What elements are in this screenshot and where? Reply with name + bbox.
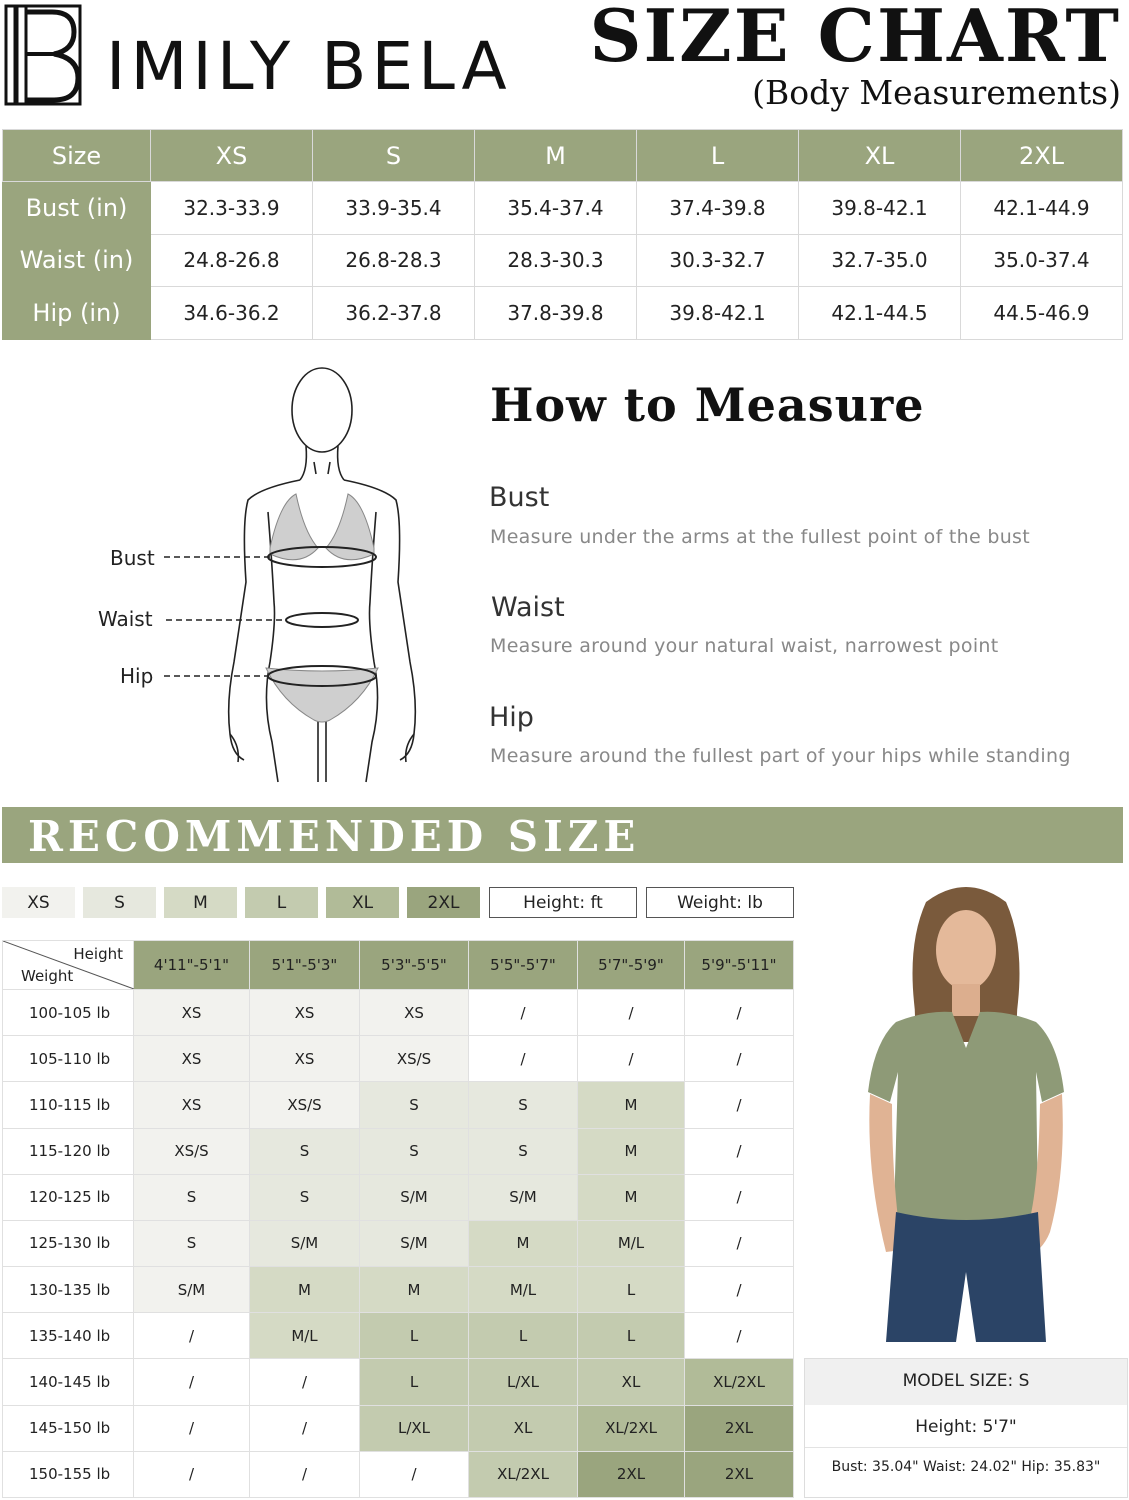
size-cell: XS bbox=[360, 990, 469, 1036]
weight-label: 105-110 lb bbox=[3, 1036, 134, 1082]
bust-row bbox=[3, 182, 1123, 235]
size-cell: M bbox=[578, 1128, 685, 1174]
size-cell: / bbox=[360, 1451, 469, 1497]
how-desc-bust: Measure under the arms at the fullest point of the bust bbox=[490, 526, 1031, 548]
size-cell: S bbox=[250, 1128, 360, 1174]
table-corner-header bbox=[3, 941, 134, 990]
size-cell: XS/S bbox=[134, 1128, 250, 1174]
figure-label-bust: Bust bbox=[110, 546, 155, 570]
size-cell: S bbox=[250, 1174, 360, 1220]
height-header: 5'5"-5'7" bbox=[469, 941, 578, 990]
weight-label: 110-115 lb bbox=[3, 1082, 134, 1128]
size-cell: L/XL bbox=[360, 1405, 469, 1451]
size-header-xl: XL bbox=[799, 130, 961, 182]
table-cell: 37.8-39.8 bbox=[475, 287, 637, 340]
model-shirt bbox=[868, 1012, 1064, 1222]
size-cell: / bbox=[685, 1036, 794, 1082]
height-header: 5'9"-5'11" bbox=[685, 941, 794, 990]
table-cell: 34.6-36.2 bbox=[151, 287, 313, 340]
weight-label: 115-120 lb bbox=[3, 1128, 134, 1174]
table-cell: 42.1-44.5 bbox=[799, 287, 961, 340]
model-height: Height: 5'7" bbox=[915, 1417, 1017, 1437]
corner-weight-label: Weight bbox=[21, 967, 74, 985]
table-cell: 32.7-35.0 bbox=[799, 234, 961, 287]
size-cell: L/XL bbox=[469, 1359, 578, 1405]
model-photo bbox=[846, 872, 1086, 1342]
legend-weight-unit: Weight: lb bbox=[646, 887, 794, 918]
row-label: Hip (in) bbox=[3, 287, 151, 340]
size-cell: M bbox=[578, 1174, 685, 1220]
size-cell: 2XL bbox=[685, 1451, 794, 1497]
row-label: Waist (in) bbox=[3, 234, 151, 287]
size-cell: / bbox=[469, 1036, 578, 1082]
table-row bbox=[3, 990, 794, 1036]
table-cell: 35.0-37.4 bbox=[961, 234, 1123, 287]
size-cell: XS bbox=[250, 990, 360, 1036]
size-cell: XS/S bbox=[360, 1036, 469, 1082]
how-desc-hip: Measure around the fullest part of your hips while standing bbox=[490, 745, 1071, 767]
size-cell: XS bbox=[134, 990, 250, 1036]
table-row bbox=[3, 1405, 794, 1451]
model-size: MODEL SIZE: S bbox=[902, 1371, 1030, 1391]
weight-label: 135-140 lb bbox=[3, 1313, 134, 1359]
table-cell: 39.8-42.1 bbox=[637, 287, 799, 340]
table-row bbox=[3, 1313, 794, 1359]
size-cell: S/M bbox=[469, 1174, 578, 1220]
size-cell: M/L bbox=[578, 1220, 685, 1266]
size-cell: XL bbox=[469, 1405, 578, 1451]
hip-row bbox=[3, 287, 1123, 340]
weight-label: 100-105 lb bbox=[3, 990, 134, 1036]
size-cell: 2XL bbox=[578, 1451, 685, 1497]
how-heading-bust: Bust bbox=[489, 482, 550, 513]
table-row bbox=[3, 1082, 794, 1128]
size-cell: L bbox=[578, 1267, 685, 1313]
size-cell: S bbox=[469, 1082, 578, 1128]
size-cell: L bbox=[578, 1313, 685, 1359]
legend-s: S bbox=[83, 887, 156, 918]
weight-label: 125-130 lb bbox=[3, 1220, 134, 1266]
legend-xl: XL bbox=[326, 887, 399, 918]
table-cell: 36.2-37.8 bbox=[313, 287, 475, 340]
size-cell: S bbox=[360, 1128, 469, 1174]
table-cell: 28.3-30.3 bbox=[475, 234, 637, 287]
size-cell: S bbox=[134, 1220, 250, 1266]
size-cell: / bbox=[685, 1128, 794, 1174]
size-cell: 2XL bbox=[685, 1405, 794, 1451]
figure-label-waist: Waist bbox=[98, 607, 153, 631]
waist-row bbox=[3, 234, 1123, 287]
size-cell: / bbox=[685, 1174, 794, 1220]
size-cell: / bbox=[250, 1451, 360, 1497]
size-cell: XS bbox=[134, 1082, 250, 1128]
height-header: 4'11"-5'1" bbox=[134, 941, 250, 990]
table-cell: 35.4-37.4 bbox=[475, 182, 637, 235]
size-cell: / bbox=[685, 990, 794, 1036]
table-cell: 30.3-32.7 bbox=[637, 234, 799, 287]
size-cell: XL bbox=[578, 1359, 685, 1405]
size-cell: / bbox=[578, 1036, 685, 1082]
how-heading-waist: Waist bbox=[491, 592, 565, 623]
weight-label: 130-135 lb bbox=[3, 1267, 134, 1313]
how-to-measure-title: How to Measure bbox=[490, 378, 925, 432]
recommended-size-table bbox=[2, 940, 794, 1498]
height-header: 5'3"-5'5" bbox=[360, 941, 469, 990]
table-cell: 26.8-28.3 bbox=[313, 234, 475, 287]
table-row bbox=[3, 1451, 794, 1497]
table-cell: 33.9-35.4 bbox=[313, 182, 475, 235]
table-cell: 44.5-46.9 bbox=[961, 287, 1123, 340]
size-cell: L bbox=[360, 1359, 469, 1405]
recommended-size-title: RECOMMENDED SIZE bbox=[28, 812, 641, 861]
size-cell: S/M bbox=[250, 1220, 360, 1266]
body-measurement-table bbox=[2, 129, 1123, 340]
size-cell: M bbox=[250, 1267, 360, 1313]
table-cell: 32.3-33.9 bbox=[151, 182, 313, 235]
size-cell: / bbox=[134, 1451, 250, 1497]
size-cell: S/M bbox=[360, 1174, 469, 1220]
weight-label: 145-150 lb bbox=[3, 1405, 134, 1451]
size-header-l: L bbox=[637, 130, 799, 182]
size-cell: S bbox=[134, 1174, 250, 1220]
size-cell: M bbox=[360, 1267, 469, 1313]
size-cell: M bbox=[578, 1082, 685, 1128]
size-cell: / bbox=[578, 990, 685, 1036]
page-title: SIZE CHART bbox=[589, 0, 1121, 78]
size-cell: / bbox=[685, 1082, 794, 1128]
size-cell: / bbox=[469, 990, 578, 1036]
height-header: 5'1"-5'3" bbox=[250, 941, 360, 990]
row-label: Bust (in) bbox=[3, 182, 151, 235]
size-cell: / bbox=[134, 1313, 250, 1359]
size-cell: / bbox=[685, 1267, 794, 1313]
table-cell: 24.8-26.8 bbox=[151, 234, 313, 287]
size-cell: / bbox=[134, 1359, 250, 1405]
how-desc-waist: Measure around your natural waist, narrowest point bbox=[490, 635, 999, 657]
size-cell: XS bbox=[250, 1036, 360, 1082]
legend-height-unit: Height: ft bbox=[489, 887, 637, 918]
model-info-card bbox=[804, 1358, 1128, 1498]
size-cell: XS bbox=[134, 1036, 250, 1082]
size-cell: S/M bbox=[360, 1220, 469, 1266]
figure-label-hip: Hip bbox=[120, 664, 154, 688]
table-row bbox=[3, 1128, 794, 1174]
legend-l: L bbox=[245, 887, 318, 918]
size-cell: XL/2XL bbox=[685, 1359, 794, 1405]
weight-label: 150-155 lb bbox=[3, 1451, 134, 1497]
how-heading-hip: Hip bbox=[489, 702, 534, 733]
height-header-row bbox=[3, 941, 794, 990]
size-cell: / bbox=[685, 1220, 794, 1266]
size-cell: S bbox=[469, 1128, 578, 1174]
size-header-2xl: 2XL bbox=[961, 130, 1123, 182]
size-cell: XL/2XL bbox=[578, 1405, 685, 1451]
brand-logo-mark bbox=[4, 4, 82, 106]
page-subtitle: (Body Measurements) bbox=[752, 73, 1121, 112]
size-cell: S/M bbox=[134, 1267, 250, 1313]
body-measurement-figure bbox=[100, 362, 430, 792]
table-row bbox=[3, 1036, 794, 1082]
size-header-label: Size bbox=[3, 130, 151, 182]
size-header-s: S bbox=[313, 130, 475, 182]
table-cell: 37.4-39.8 bbox=[637, 182, 799, 235]
legend-xs: XS bbox=[2, 887, 75, 918]
size-cell: M/L bbox=[250, 1313, 360, 1359]
size-cell: / bbox=[685, 1313, 794, 1359]
legend-m: M bbox=[164, 887, 237, 918]
size-cell: L bbox=[360, 1313, 469, 1359]
model-measurements: Bust: 35.04" Waist: 24.02" Hip: 35.83" bbox=[831, 1459, 1101, 1475]
size-header-row bbox=[3, 130, 1123, 182]
size-header-m: M bbox=[475, 130, 637, 182]
size-header-xs: XS bbox=[151, 130, 313, 182]
table-row bbox=[3, 1174, 794, 1220]
size-cell: XL/2XL bbox=[469, 1451, 578, 1497]
size-cell: M/L bbox=[469, 1267, 578, 1313]
size-cell: / bbox=[250, 1405, 360, 1451]
size-cell: XS/S bbox=[250, 1082, 360, 1128]
brand-name: IMILY BELA bbox=[106, 28, 512, 105]
size-cell: L bbox=[469, 1313, 578, 1359]
table-cell: 42.1-44.9 bbox=[961, 182, 1123, 235]
height-header: 5'7"-5'9" bbox=[578, 941, 685, 990]
corner-height-label: Height bbox=[73, 945, 123, 963]
weight-label: 120-125 lb bbox=[3, 1174, 134, 1220]
legend-2xl: 2XL bbox=[407, 887, 480, 918]
table-row bbox=[3, 1267, 794, 1313]
size-cell: S bbox=[360, 1082, 469, 1128]
size-cell: / bbox=[134, 1405, 250, 1451]
weight-label: 140-145 lb bbox=[3, 1359, 134, 1405]
size-cell: / bbox=[250, 1359, 360, 1405]
model-divider bbox=[805, 1447, 1127, 1448]
table-cell: 39.8-42.1 bbox=[799, 182, 961, 235]
size-cell: M bbox=[469, 1220, 578, 1266]
table-row bbox=[3, 1359, 794, 1405]
table-row bbox=[3, 1220, 794, 1266]
